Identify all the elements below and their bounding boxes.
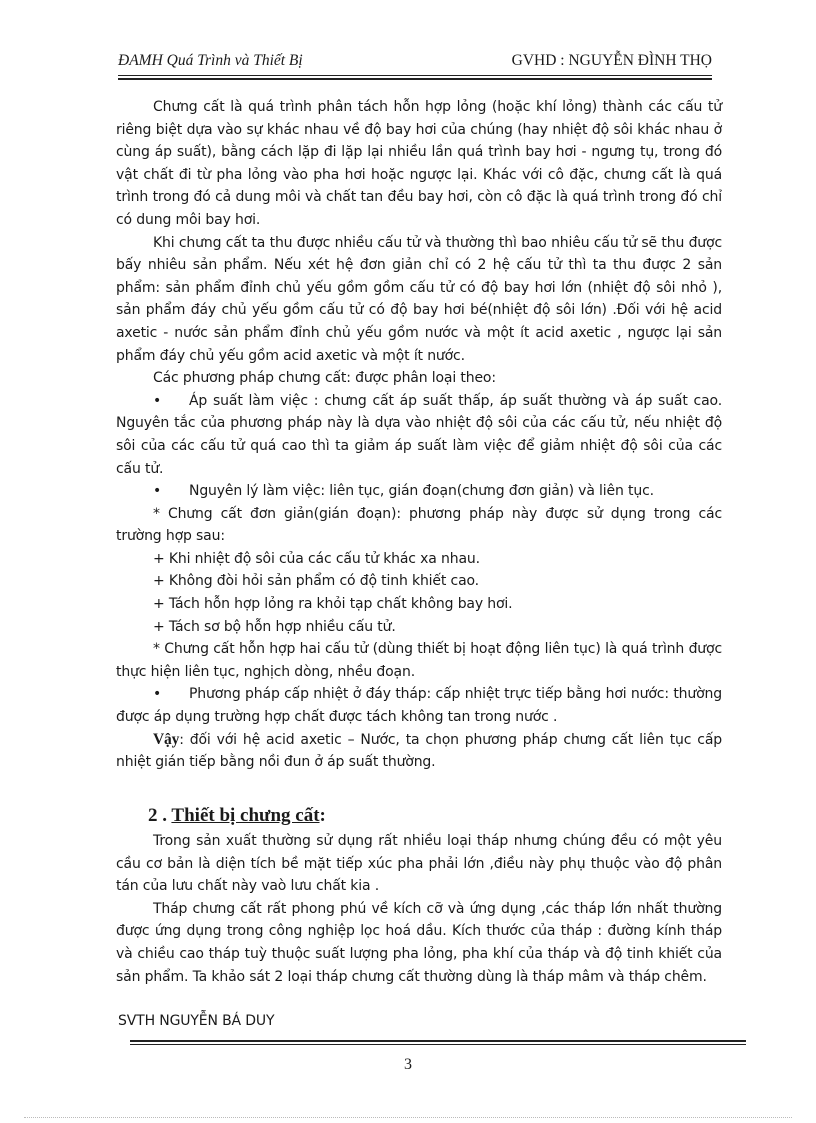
footer-divider-thick <box>130 1040 746 1042</box>
conclusion-label: Vậy <box>153 730 180 748</box>
header-divider <box>118 75 712 76</box>
section-suffix: : <box>319 805 326 826</box>
bullet-principle-text: Nguyên lý làm việc: liên tục, gián đoạn(chưng đơn giản) và liên tục. <box>189 483 654 500</box>
paragraph-methods-intro: Các phương pháp chưng cất: được phân loại theo: <box>153 370 496 387</box>
list-item: + Tách hỗn hợp lỏng ra khỏi tạp chất không bay hơi. <box>153 596 513 613</box>
list-item: + Tách sơ bộ hỗn hợp nhiều cấu tử. <box>153 618 396 635</box>
paragraph-binary-distillation: * Chưng cất hỗn hợp hai cấu tử (dùng thiết bị hoạt động liên tục) là quá trình được thực hiện liên tục, nghịch dòng, nhều đoạn. <box>116 641 722 680</box>
footer-author: SVTH NGUYỄN BÁ DUY <box>118 1013 275 1029</box>
header-instructor: GVHD : NGUYỄN ĐÌNH THỌ <box>511 52 712 69</box>
conclusion-text: : đối với hệ acid axetic – Nước, ta chọn phương pháp chưng cất liên tục cấp nhiệt gián tiếp bằng nồi đun ở áp suất thường. <box>116 731 722 771</box>
paragraph-conclusion <box>116 729 722 774</box>
section-number: 2 . <box>148 805 172 826</box>
bullet-heating-text: Phương pháp cấp nhiệt ở đáy tháp: cấp nhiệt trực tiếp bằng hơi nước: thường được áp dụng trường hợp chất được tách không tan trong nước . <box>116 686 722 726</box>
bullet-principle <box>116 480 722 503</box>
page-header <box>118 52 712 74</box>
bullet-symbol: • <box>153 686 162 703</box>
list-item: + Khi nhiệt độ sôi của các cấu tử khác xa nhau. <box>153 550 480 567</box>
paragraph-tower-requirements: Trong sản xuất thường sử dụng rất nhiều loại tháp nhưng chúng đều có một yêu cầu cơ bản là diện tích bề mặt tiếp xúc pha phải lớn ,điều này phụ thuộc vào độ phân tán của lưu chất này vaò lưu chất kia . <box>116 833 722 895</box>
bullet-symbol: • <box>153 483 162 500</box>
bullet-pressure <box>116 390 722 480</box>
paragraph-products: Khi chưng cất ta thu được nhiều cấu tử và thường thì bao nhiêu cấu tử sẽ thu được bấy nhiêu sản phẩm. Nếu xét hệ đơn giản chỉ có 2 hệ cấu tử thì ta thu được 2 sản phẩm: sản phẩm đỉnh chủ yếu gồm gồm cấu tử có độ bay hơi lớn (nhiệt độ sôi nhỏ ), sản phẩm đáy chủ yếu gồm cấu tử có độ bay hơi bé(nhiệt độ sôi lớn) .Đối với hệ acid axetic - nước sản phẩm đỉnh chủ yếu gồm nước và một ít acid axetic , ngược lại sản phẩm đáy chủ yếu gồm acid axetic và một ít nước. <box>116 234 722 364</box>
footer-divider <box>130 1044 746 1045</box>
header-course-title: ĐAMH Quá Trình và Thiết Bị <box>118 52 303 69</box>
section-title: Thiết bị chưng cất <box>171 805 320 826</box>
section-body <box>116 830 722 988</box>
paragraph-definition: Chưng cất là quá trình phân tách hỗn hợp lỏng (hoặc khí lỏng) thành các cấu tử riêng biệt dựa vào sự khác nhau về độ bay hơi của chúng (hay nhiệt độ sôi khác nhau ở cùng áp suất), bằng cách lặp đi lặp lại nhiều lần quá trình bay hơi - ngưng tụ, trong đó vật chất đi từ pha lỏng vào pha hơi hoặc ngược lại. Khác với cô đặc, chưng cất là quá trình trong đó cả dung môi và chất tan đều bay hơi, còn cô đặc là quá trình trong đó chỉ có dung môi bay hơi. <box>116 99 722 228</box>
bullet-pressure-text: Áp suất làm việc : chưng cất áp suất thấp, áp suất thường và áp suất cao. Nguyên tắc của phương pháp này là dựa vào nhiệt độ sôi của các cấu tử, nếu nhiệt độ sôi của các cấu tử quá cao thì ta giảm áp suất làm việc để giảm nhiệt độ sôi của các cấu tử. <box>116 392 722 477</box>
list-item: + Không đòi hỏi sản phẩm có độ tinh khiết cao. <box>153 573 479 590</box>
paragraph-tower-types: Tháp chưng cất rất phong phú về kích cỡ và ứng dụng ,các tháp lớn nhất thường được ứng dụng trong công nghiệp lọc hoá dầu. Kích thước của tháp : đường kính tháp và chiều cao tháp tuỳ thuộc suất lượng pha lỏng, pha khí của tháp và độ tinh khiết của sản phẩm. Ta khảo sát 2 loại tháp chưng cất thường dùng là tháp mâm và tháp chêm. <box>116 900 722 985</box>
page-number: 3 <box>404 1056 412 1073</box>
bullet-heating <box>116 683 722 728</box>
section-heading <box>148 805 326 827</box>
header-divider-thick <box>118 78 712 80</box>
paragraph-simple-distillation: * Chưng cất đơn giản(gián đoạn): phương pháp này được sử dụng trong các trường hợp sau: <box>116 505 722 545</box>
page-edge <box>24 1117 792 1118</box>
main-body <box>116 96 722 774</box>
bullet-symbol: • <box>153 392 162 409</box>
